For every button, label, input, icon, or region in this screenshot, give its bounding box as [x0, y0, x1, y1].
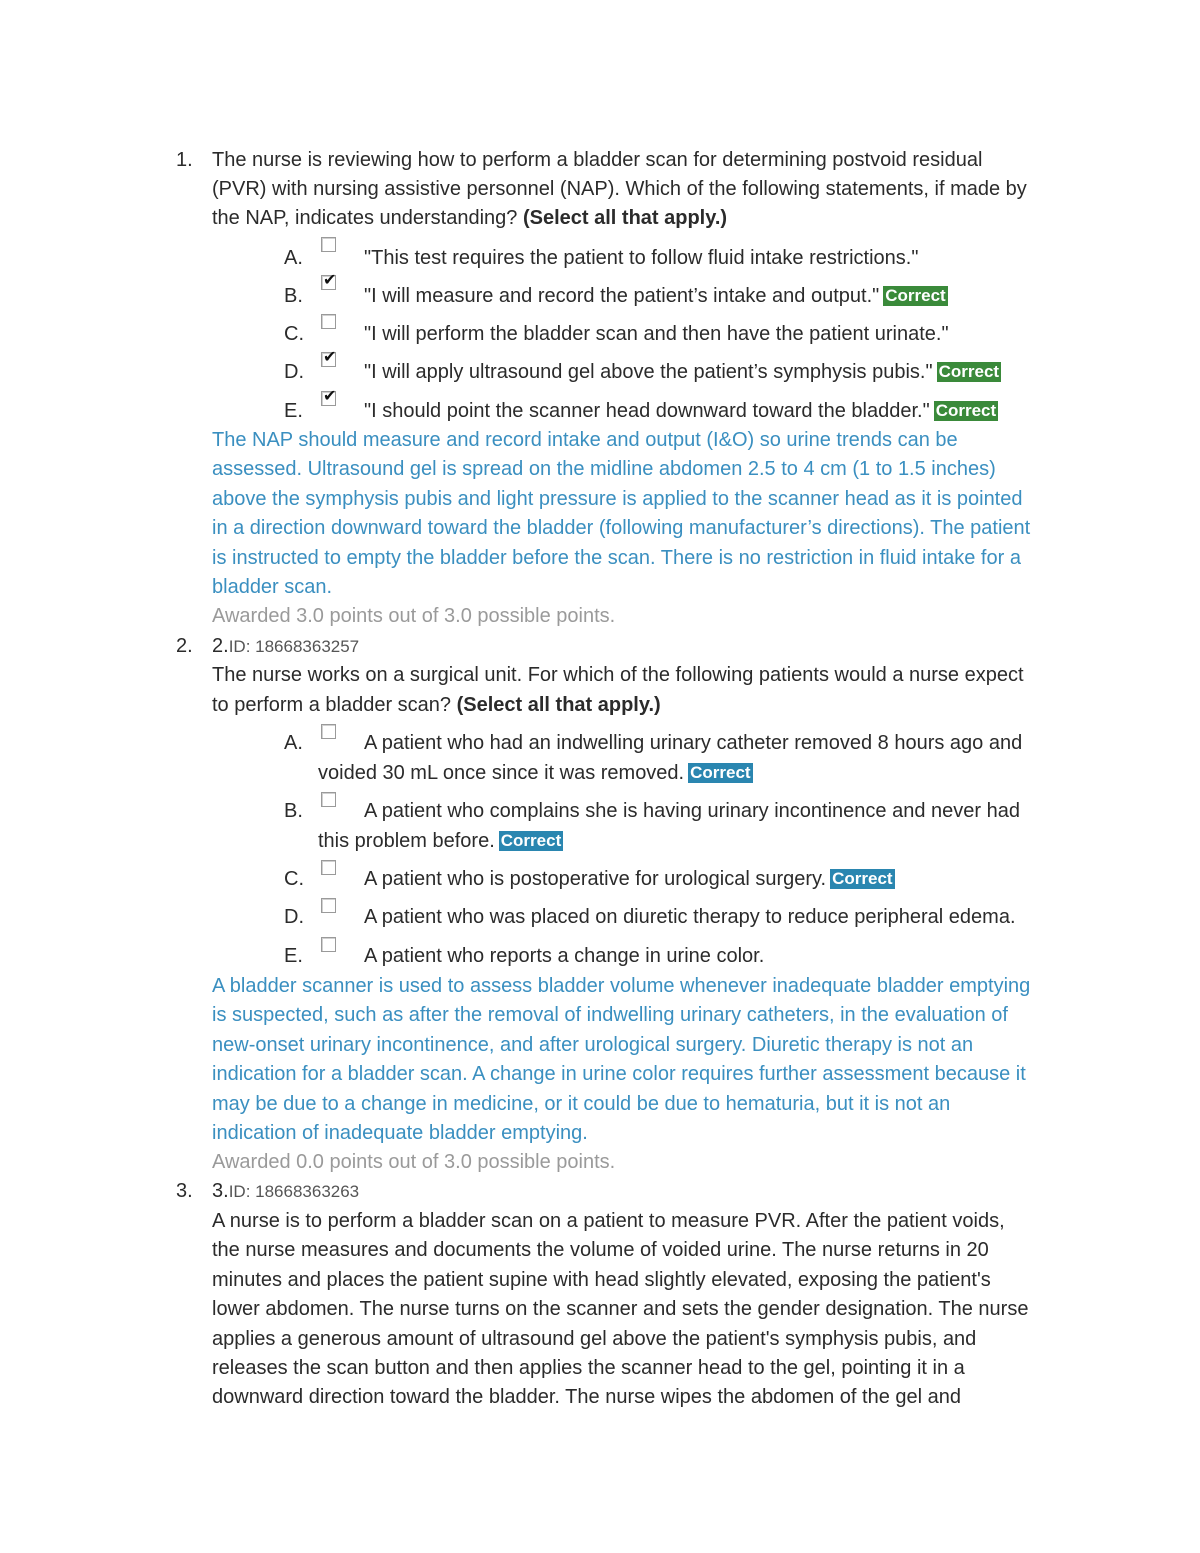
question-3-stem-line: lower abdomen. The nurse turns on the scanner and sets the gender designation. The nurse	[212, 1298, 1029, 1320]
checkbox-icon[interactable]	[321, 860, 336, 875]
option-text-continued: voided 30 mL once since it was removed.	[318, 762, 685, 784]
explanation-line: above the symphysis pubis and light pressure is applied to the scanner head as it is pointed	[212, 488, 1023, 510]
explanation-line: may be due to a change in medicine, or it could be due to hematuria, but it is not an	[212, 1093, 951, 1115]
option-letter: A.	[284, 247, 303, 269]
option-letter: E.	[284, 945, 303, 967]
question-id-line	[212, 1181, 359, 1202]
checkbox-icon[interactable]	[321, 937, 336, 952]
question-3-stem-line: the nurse measures and documents the volume of voided urine. The nurse returns in 20	[212, 1239, 989, 1261]
checkbox-icon[interactable]	[321, 314, 336, 329]
option-text: "This test requires the patient to follow fluid intake restrictions."	[364, 247, 919, 269]
question-3-stem-line: downward direction toward the bladder. The nurse wipes the abdomen of the gel and	[212, 1386, 962, 1408]
option-letter: C.	[284, 323, 304, 345]
explanation-line: assessed. Ultrasound gel is spread on the midline abdomen 2.5 to 4 cm (1 to 1.5 inches)	[212, 458, 996, 480]
option-text: A patient who reports a change in urine color.	[364, 945, 765, 967]
explanation-line: is suspected, such as after the removal of indwelling urinary catheters, in the evaluation of	[212, 1004, 1008, 1026]
select-all-instruction: (Select all that apply.)	[522, 207, 728, 229]
explanation-line: The NAP should measure and record intake and output (I&O) so urine trends can be	[212, 429, 958, 451]
correct-badge: Correct	[500, 831, 562, 850]
option-text: A patient who had an indwelling urinary catheter removed 8 hours ago and	[364, 732, 1023, 754]
option-letter: C.	[284, 868, 304, 890]
question-1-stem-line: (PVR) with nursing assistive personnel (NAP). Which of the following statements, if made by	[212, 178, 1027, 200]
option-row	[364, 869, 895, 889]
option-letter: D.	[284, 906, 304, 928]
checkbox-icon[interactable]	[321, 270, 337, 290]
explanation-line: is instructed to empty the bladder before the scan. There is no restriction in fluid intake for a	[212, 547, 1021, 569]
option-row	[318, 763, 753, 783]
option-row	[364, 401, 998, 421]
question-3-stem-line: A nurse is to perform a bladder scan on a patient to measure PVR. After the patient voids,	[212, 1210, 1005, 1232]
question-2-stem-line	[212, 695, 661, 715]
question-1-stem-line	[212, 208, 727, 228]
option-text: A patient who was placed on diuretic therapy to reduce peripheral edema.	[364, 906, 1016, 928]
option-letter: B.	[284, 800, 303, 822]
option-text: "I will apply ultrasound gel above the patient’s symphysis pubis."	[364, 361, 933, 383]
question-id-prefix: 2.	[212, 635, 229, 657]
option-row	[364, 362, 1001, 382]
correct-badge: Correct	[832, 869, 893, 888]
option-letter: E.	[284, 400, 303, 422]
checkmark-icon: ✔	[323, 386, 337, 405]
option-text-continued: this problem before.	[318, 830, 495, 852]
option-text: "I will perform the bladder scan and then have the patient urinate."	[364, 323, 949, 345]
correct-badge: Correct	[938, 362, 1000, 381]
option-text: "I will measure and record the patient’s intake and output."	[364, 285, 880, 307]
correct-badge: Correct	[690, 763, 751, 782]
question-3-stem-line: applies a generous amount of ultrasound gel above the patient's symphysis pubis, and	[212, 1328, 977, 1350]
checkbox-icon[interactable]	[321, 898, 336, 913]
question-2-number: 2.	[176, 635, 193, 657]
option-row	[318, 831, 563, 851]
question-id: ID: 18668363257	[228, 637, 360, 656]
explanation-line: indication for a bladder scan. A change in urine color requires further assessment because it	[212, 1063, 1026, 1085]
explanation-line: A bladder scanner is used to assess bladder volume whenever inadequate bladder emptying	[212, 975, 1031, 997]
correct-badge: Correct	[935, 401, 997, 420]
explanation-line: new-onset urinary incontinence, and after urological surgery. Diuretic therapy is not an	[212, 1034, 974, 1056]
awarded-points: Awarded 0.0 points out of 3.0 possible points.	[212, 1151, 616, 1173]
checkbox-icon[interactable]	[321, 237, 336, 252]
checkbox-icon[interactable]	[321, 724, 336, 739]
question-1-number: 1.	[176, 149, 193, 171]
checkbox-icon[interactable]	[321, 792, 336, 807]
question-id-prefix: 3.	[212, 1180, 229, 1202]
option-row	[364, 286, 948, 306]
option-letter: A.	[284, 732, 303, 754]
explanation-line: in a direction downward toward the bladder (following manufacturer’s directions). The patient	[212, 517, 1031, 539]
question-3-stem-line: minutes and places the patient supine with head slightly elevated, exposing the patient's	[212, 1269, 991, 1291]
question-id: ID: 18668363263	[228, 1182, 360, 1201]
awarded-points: Awarded 3.0 points out of 3.0 possible points.	[212, 605, 616, 627]
option-text: "I should point the scanner head downward toward the bladder."	[364, 400, 930, 422]
select-all-instruction: (Select all that apply.)	[456, 694, 661, 716]
checkbox-icon[interactable]	[321, 386, 337, 406]
option-letter: D.	[284, 361, 304, 383]
option-letter: B.	[284, 285, 303, 307]
question-3-stem-line: releases the scan button and then applies the scanner head to the gel, pointing it in a	[212, 1357, 965, 1379]
explanation-line: bladder scan.	[212, 576, 333, 598]
question-2-stem-line: The nurse works on a surgical unit. For which of the following patients would a nurse expect	[212, 664, 1024, 686]
question-id-line	[212, 636, 359, 657]
question-1-stem-text: the NAP, indicates understanding?	[212, 207, 518, 229]
option-text: A patient who complains she is having urinary incontinence and never had	[364, 800, 1020, 822]
checkmark-icon: ✔	[323, 347, 337, 366]
question-1-stem-line: The nurse is reviewing how to perform a bladder scan for determining postvoid residual	[212, 149, 983, 171]
question-2-stem-text: to perform a bladder scan?	[212, 694, 452, 716]
question-3-number: 3.	[176, 1180, 193, 1202]
correct-badge: Correct	[885, 286, 946, 305]
checkmark-icon: ✔	[323, 270, 337, 289]
option-text: A patient who is postoperative for urological surgery.	[364, 868, 827, 890]
checkbox-icon[interactable]	[321, 347, 337, 367]
explanation-line: indication of inadequate bladder emptying.	[212, 1122, 588, 1144]
